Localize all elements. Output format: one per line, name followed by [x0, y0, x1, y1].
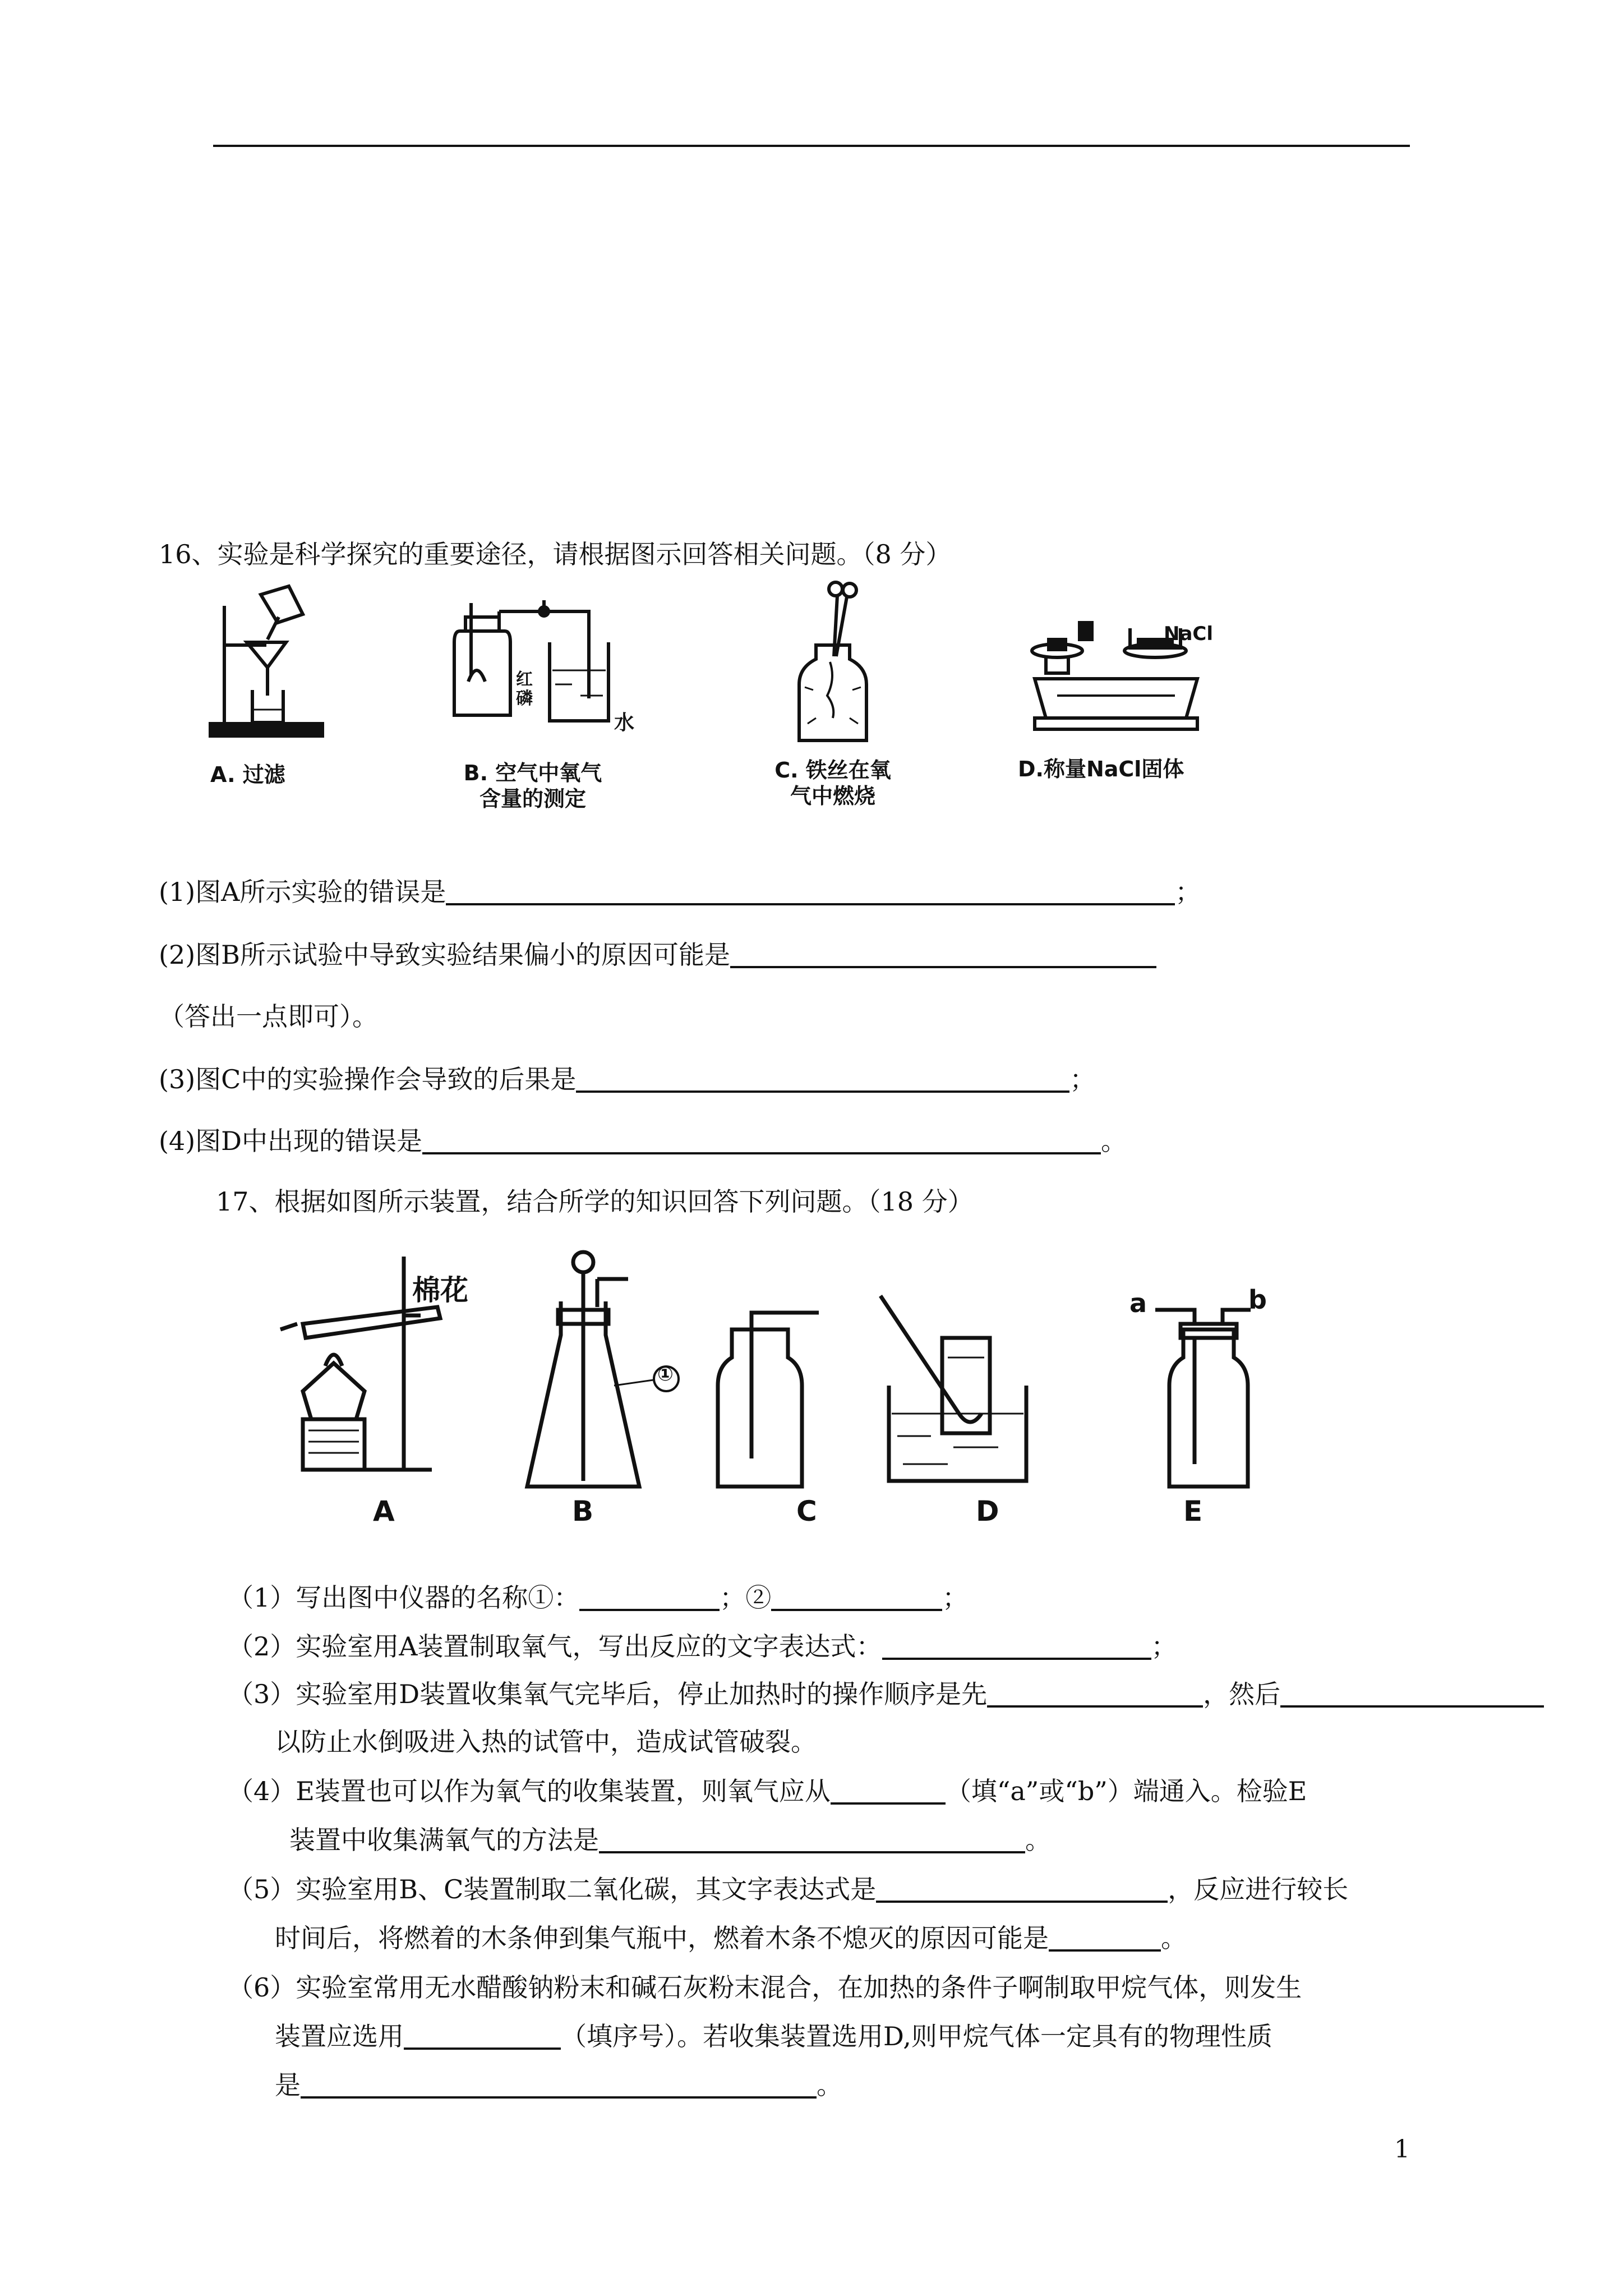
figure-c-caption-2: 气中燃烧 — [790, 784, 875, 808]
gas-washing-bottle-icon — [1155, 1310, 1251, 1487]
q16-title: 16、实验是科学探究的重要途径，请根据图示回答相关问题。（8 分） — [159, 539, 952, 569]
q17-item-3: （3）实验室用D装置收集氧气完毕后，停止加热时的操作顺序是先 ，然后 — [228, 1677, 1544, 1711]
nacl-label: NaCl — [1164, 623, 1214, 645]
answer-blank[interactable] — [876, 1872, 1168, 1903]
q16-item-3: (3)图C中的实验操作会导致的后果是 ； — [159, 1062, 1095, 1096]
figure-a-caption: A. 过滤 — [210, 762, 285, 787]
cotton-label: 棉花 — [412, 1274, 468, 1306]
letter-b: B — [572, 1495, 594, 1527]
q17-title: 17、根据如图所示装置，结合所学的知识回答下列问题。（18 分） — [216, 1186, 974, 1217]
q17-item-3-cont: 以防止水倒吸进入热的试管中，造成试管破裂。 — [275, 1727, 817, 1757]
answer-blank[interactable] — [576, 1062, 1069, 1093]
letter-d: D — [976, 1495, 999, 1527]
q17-item-5: （5）实验室用B、C装置制取二氧化碳，其文字表达式是 ，反应进行较长 — [228, 1872, 1348, 1906]
answer-blank[interactable] — [987, 1677, 1203, 1708]
q17-item-6-end: 是 。 — [275, 2068, 842, 2102]
q17-item-4-cont: 装置中收集满氧气的方法是 。 — [289, 1823, 1051, 1857]
phosphorus-label-2: 磷 — [516, 689, 533, 708]
answer-blank[interactable] — [422, 1124, 1101, 1154]
q16-item-2-note: （答出一点即可）。 — [159, 1001, 378, 1032]
label-a: a — [1129, 1288, 1147, 1318]
answer-blank[interactable] — [771, 1581, 942, 1611]
letter-c: C — [796, 1495, 817, 1527]
answer-blank[interactable] — [1280, 1677, 1544, 1708]
figure-b-caption-2: 含量的测定 — [479, 786, 586, 811]
water-displacement-apparatus-icon — [880, 1296, 1026, 1481]
answer-blank[interactable] — [404, 2019, 561, 2050]
figure-d-caption: D.称量NaCl固体 — [1018, 757, 1184, 781]
q16-figure-a — [199, 583, 334, 791]
q16-item-1: (1)图A所示实验的错误是 ； — [159, 875, 1201, 909]
label-b: b — [1248, 1285, 1267, 1315]
q16-figure-c — [774, 578, 891, 808]
q17-item-5-cont: 时间后，将燃着的木条伸到集气瓶中，燃着木条不熄灭的原因可能是 。 — [275, 1921, 1187, 1955]
q17-item-4: （4）E装置也可以作为氧气的收集装置，则氧气应从 （填“a”或“b”）端通入。检验E — [228, 1774, 1307, 1808]
page-number: 1 — [1394, 2135, 1410, 2164]
q17-item-1: （1）写出图中仪器的名称①： ；② ； — [228, 1581, 968, 1614]
q17-figure — [236, 1245, 1279, 1537]
header-rule — [213, 145, 1410, 147]
answer-blank[interactable] — [579, 1581, 720, 1611]
answer-blank[interactable] — [831, 1774, 946, 1805]
q16-item-2: (2)图B所示试验中导致实验结果偏小的原因可能是 — [159, 938, 1156, 972]
figure-c-caption-1: C. 铁丝在氧 — [774, 758, 891, 783]
q16-figure-d — [1018, 617, 1214, 781]
q17-item-2: （2）实验室用A装置制取氧气，写出反应的文字表达式： ； — [228, 1630, 1177, 1663]
q16-figure-b — [437, 592, 651, 811]
gas-collection-bottle-icon — [718, 1313, 819, 1487]
iron-wire-burning-apparatus-icon — [799, 582, 866, 740]
q17-item-6: （6）实验室常用无水醋酸钠粉末和碱石灰粉末混合，在加热的条件子啊制取甲烷气体，则发生 — [228, 1972, 1302, 2003]
water-label: 水 — [614, 711, 635, 734]
letter-a: A — [373, 1495, 395, 1527]
circle-1-label: ① — [657, 1363, 674, 1386]
answer-blank[interactable] — [730, 938, 1156, 968]
letter-e: E — [1183, 1495, 1203, 1527]
q17-item-6-cont: 装置应选用 （填序号）。若收集装置选用D,则甲烷气体一定具有的物理性质 — [275, 2019, 1272, 2053]
phosphorus-label-1: 红 — [516, 670, 533, 689]
answer-blank[interactable] — [1049, 1921, 1161, 1952]
figure-b-caption-1: B. 空气中氧气 — [463, 761, 602, 785]
answer-blank[interactable] — [882, 1630, 1151, 1660]
answer-blank[interactable] — [446, 875, 1175, 905]
q16-item-4: (4)图D中出现的错误是 。 — [159, 1124, 1127, 1158]
filtration-apparatus-icon — [210, 586, 322, 736]
answer-blank[interactable] — [301, 2068, 817, 2099]
conical-flask-apparatus-icon — [527, 1252, 679, 1487]
answer-blank[interactable] — [599, 1823, 1025, 1853]
